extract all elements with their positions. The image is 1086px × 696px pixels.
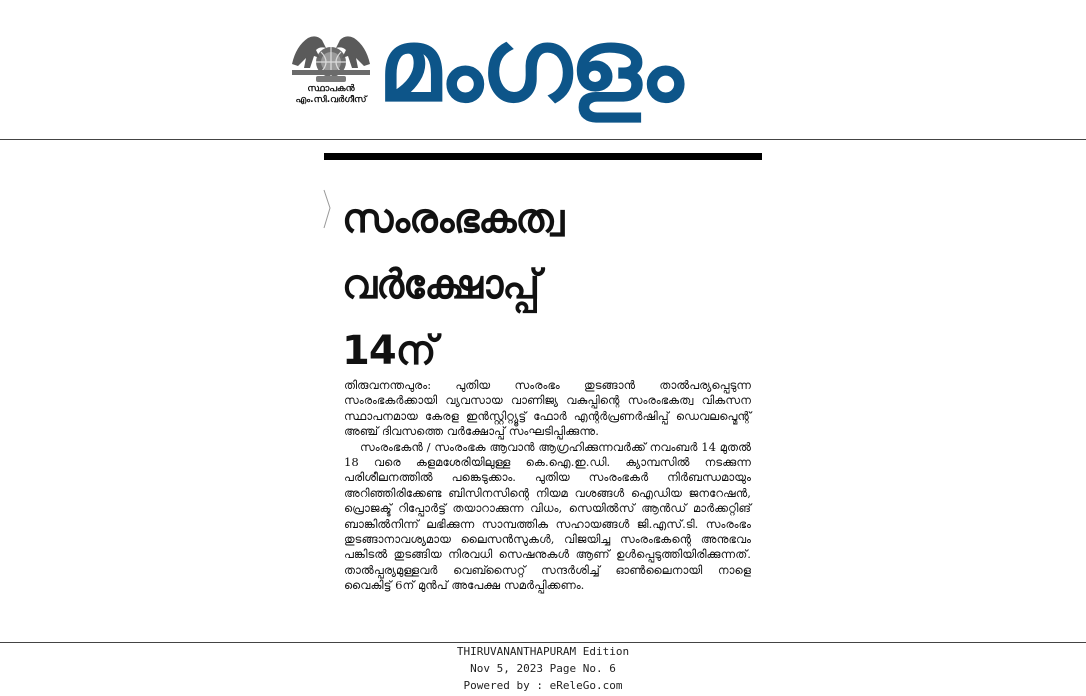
article-body xyxy=(344,378,751,594)
headline-line: സംരംഭകത്വ xyxy=(342,196,564,242)
article-paragraph: തിരുവനന്തപുരം: പുതിയ സംരംഭം തുടങ്ങാൻ താൽപര്യപ്പെടുന്ന സംരംഭകർക്കായി വ്യവസായ വാണിജ്യ വകുപ്പിന്റെ സംരംഭകത്വ വികസന സ്ഥാപനമായ കേരള ഇൻസ്റ്റിറ്റ്യൂട്ട് ഫോർ എന്റർപ്രണർഷിപ്പ് ഡെവലപ്മെന്റ് അഞ്ച് ദിവസത്തെ വർക്ഷോപ്പ് സംഘടിപ്പിക്കുന്നു. xyxy=(344,378,751,439)
newspaper-logo: മംഗളം xyxy=(378,7,681,124)
powered-by-label: Powered by : eReleGo.com xyxy=(463,679,623,692)
edition-label: THIRUVANANTHAPURAM Edition xyxy=(456,645,630,658)
masthead-divider xyxy=(0,139,1086,140)
article-top-bar xyxy=(324,153,762,160)
clipping-edge-mark xyxy=(322,188,332,230)
page-footer xyxy=(0,643,1086,694)
founder-credit xyxy=(286,84,376,106)
founder-label: സ്ഥാപകൻ xyxy=(307,84,355,94)
date-page-label: Nov 5, 2023 Page No. 6 xyxy=(470,662,616,675)
headline-line: 14ന് xyxy=(342,328,436,374)
masthead xyxy=(0,0,1086,140)
founder-name: എം.സി.വർഗീസ് xyxy=(295,95,367,105)
article-paragraph: സംരംഭകൻ / സംരംഭക ആവാൻ ആഗ്രഹിക്കുന്നവർക്ക് നവംബർ 14 മുതൽ 18 വരെ കളമശേരിയിലുള്ള കെ.ഐ.ഇ.ഡി. ക്യാമ്പസിൽ നടക്കുന്ന പരിശീലനത്തിൽ പങ്കെടുക്കാം. പുതിയ സംരംഭകർ നിർബന്ധമായും അറിഞ്ഞിരിക്കേണ്ട ബിസിനസിന്റെ നിയമ വശങ്ങൾ ഐഡിയ ജനറേഷൻ, പ്രൊജക്ട് റിപ്പോർട്ട് തയാറാക്കുന്ന വിധം, സെയിൽസ് ആൻഡ് മാർക്കറ്റിങ് ബാങ്കിൽനിന്ന് ലഭിക്കുന്ന സാമ്പത്തിക സഹായങ്ങൾ ജി.എസ്.ടി. സംരംഭം തുടങ്ങാനാവശ്യമായ ലൈസൻസുകൾ, വിജയിച്ച സംരംഭകന്റെ അനുഭവം പങ്കിടൽ തുടങ്ങിയ നിരവധി സെഷനുകൾ ആണ് ഉൾപ്പെടുത്തിയിരിക്കുന്നത്. താൽപ്പര്യമുള്ളവർ വെബ്സൈറ്റ് സന്ദർശിച്ച് ഓൺലൈനായി നാളെ വൈകിട്ട് 6ന് മുൻപ് അപേക്ഷ സമർപ്പിക്കണം. xyxy=(344,439,751,593)
article-headline xyxy=(342,186,752,384)
headline-line: വർക്ഷോപ്പ് xyxy=(342,262,539,308)
